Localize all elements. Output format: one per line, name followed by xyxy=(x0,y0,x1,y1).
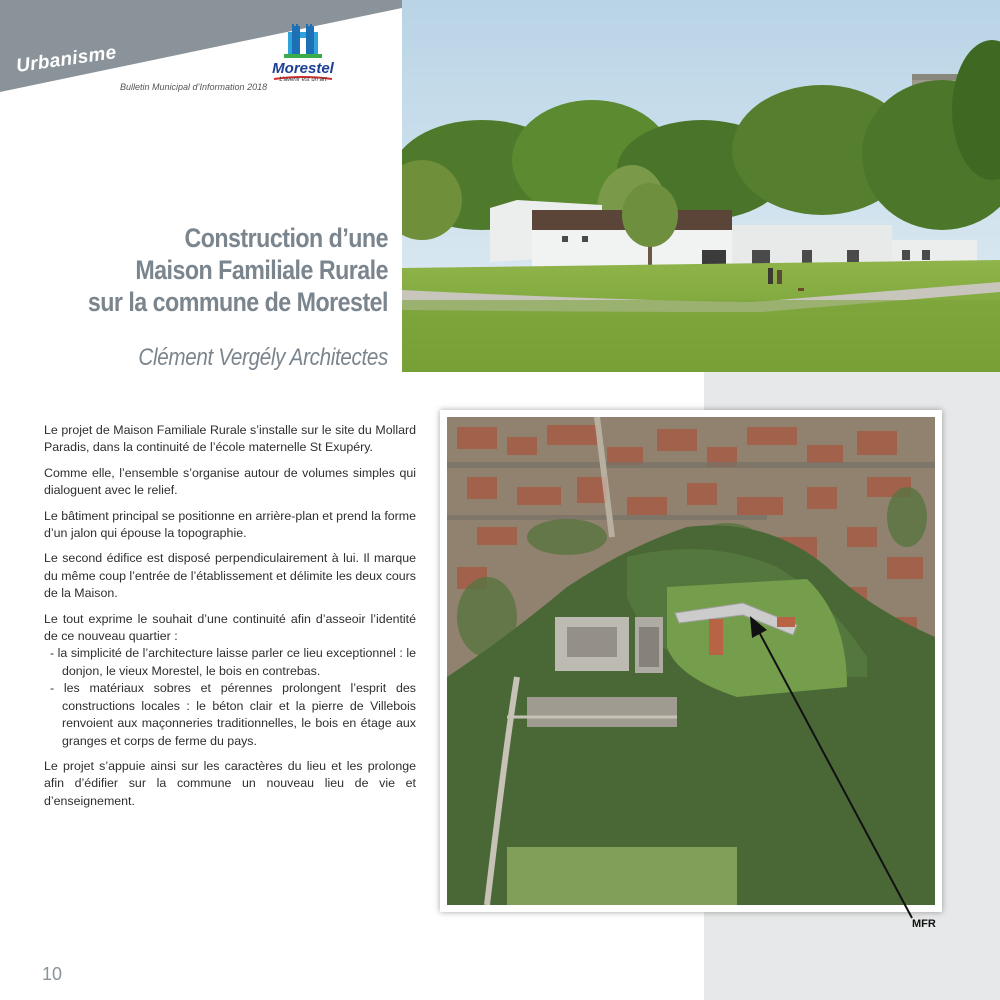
architects-credit: Clément Vergély Architectes xyxy=(138,344,388,371)
aerial-photo xyxy=(447,417,935,905)
rendering-illustration xyxy=(402,0,1000,372)
morestel-logo xyxy=(266,22,340,92)
bullet-item: - les matériaux sobres et pérennes prolongent l’esprit des constructions locales : le béton clair et la pierre de Villebois renvoient aux maçonneries traditionnelles, le bois en étage aux granges et corps de ferme du pays. xyxy=(50,681,416,748)
paragraph: Le tout exprime le souhait d’une continuité afin d’asseoir l’identité de ce nouveau quartier : xyxy=(44,611,416,644)
logo-tagline: L’avenir est un art xyxy=(279,77,327,83)
paragraph: Le projet s’appuie ainsi sur les caractères du lieu et les prolonge afin d’édifier sur la commune un nouveau lieu de vie et d’enseignement. xyxy=(44,758,416,808)
title-line-1: Construction d’une xyxy=(184,223,388,253)
bullet-item: - la simplicité de l’architecture laisse parler ce lieu exceptionnel : le donjon, le vieux Morestel, le bois en contrebas. xyxy=(50,646,416,678)
title-line-2: Maison Familiale Rurale xyxy=(135,255,388,285)
castle-icon xyxy=(266,22,340,60)
paragraph: Le bâtiment principal se positionne en arrière-plan et prend la forme d’un jalon qui épouse la topographie. xyxy=(44,508,416,541)
section-label: Urbanisme xyxy=(14,42,118,78)
title-line-3: sur la commune de Morestel xyxy=(87,287,388,317)
paragraph: Comme elle, l’ensemble s’organise autour de volumes simples qui dialoguent avec le relief. xyxy=(44,465,416,498)
paragraph: Le second édifice est disposé perpendiculairement à lui. Il marque du même coup l’entrée de l’établissement et délimite les deux cours de la Maison. xyxy=(44,551,416,601)
aerial-map xyxy=(440,410,942,912)
bulletin-title: Bulletin Municipal d’Information 2018 xyxy=(120,82,268,92)
paragraph: Le projet de Maison Familiale Rurale s’installe sur le site du Mollard Paradis, dans la continuité de l’école maternelle St Exupéry. xyxy=(44,423,416,455)
mfr-label: MFR xyxy=(912,918,936,930)
building-rendering xyxy=(402,0,1000,372)
article-title xyxy=(61,222,388,318)
article-body xyxy=(44,422,416,818)
page-number: 10 xyxy=(42,964,63,984)
logo-name: Morestel xyxy=(272,60,334,77)
